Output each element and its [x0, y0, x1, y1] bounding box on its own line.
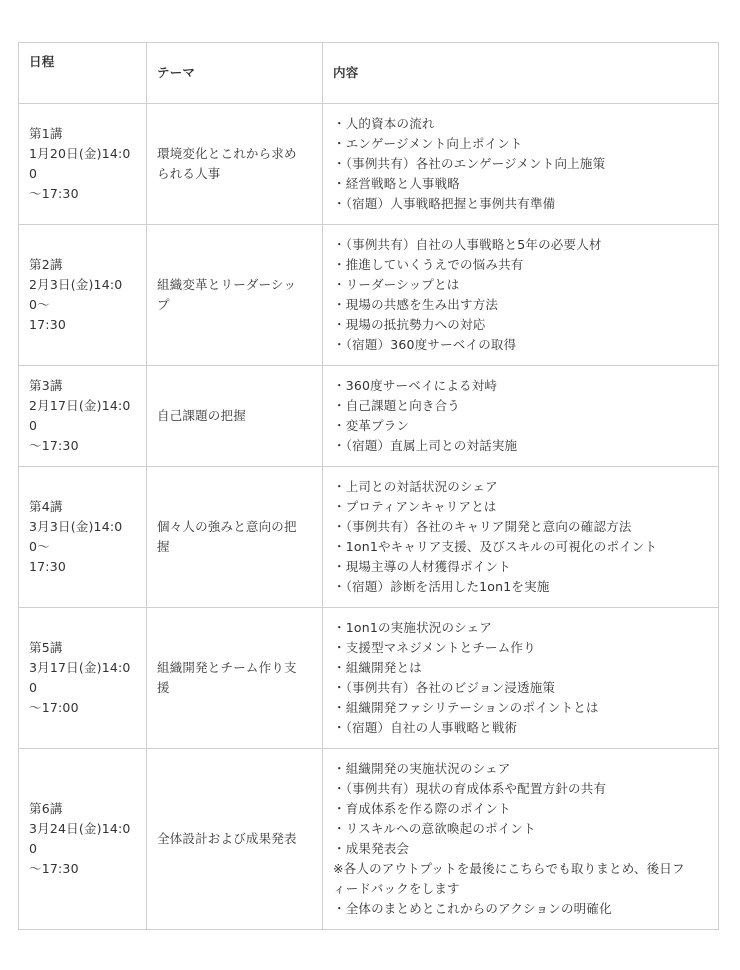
session-theme-line: 握 [157, 539, 170, 554]
session-theme [147, 608, 323, 749]
session-date-line: 〜17:30 [29, 186, 79, 201]
header-date: 日程 [19, 43, 147, 104]
session-date [19, 749, 147, 930]
session-row [19, 225, 719, 366]
session-row [19, 104, 719, 225]
session-content-line: ・（事例共有）自社の人事戦略と5年の必要人材 [333, 237, 602, 252]
session-content [323, 608, 719, 749]
session-content-line: ・プロティアンキャリアとは [333, 499, 497, 514]
session-content-line: ・経営戦略と人事戦略 [333, 176, 461, 191]
schedule-body [19, 104, 719, 930]
session-content-line: ・組織開発の実施状況のシェア [333, 761, 511, 776]
session-content-line: ・（事例共有）各社のエンゲージメント向上施策 [333, 156, 606, 171]
session-date-line: 2月17日(金)14:00 [29, 398, 131, 433]
session-content-line: ・組織開発とは [333, 660, 422, 675]
session-content-line: ・現場の抵抗勢力への対応 [333, 317, 486, 332]
session-date-line: 第2講 [29, 257, 63, 272]
session-content-line: ・（宿題）自社の人事戦略と戦術 [333, 720, 518, 735]
session-content-line: ・（宿題）360度サーベイの取得 [333, 337, 517, 352]
session-date-line: 第3講 [29, 378, 63, 393]
session-theme-line: 自己課題の把握 [157, 408, 246, 423]
session-theme-line: 援 [157, 680, 170, 695]
session-date-line: 2月3日(金)14:00〜 [29, 277, 123, 312]
session-content-line: ・自己課題と向き合う [333, 398, 461, 413]
session-content-line: ・リスキルへの意欲喚起のポイント [333, 821, 536, 836]
session-date [19, 366, 147, 467]
session-content-line: ・上司との対話状況のシェア [333, 479, 498, 494]
session-row [19, 749, 719, 930]
session-theme-line: 組織変革とリーダーシッ [157, 277, 297, 292]
session-row [19, 366, 719, 467]
session-content-line: ・変革プラン [333, 418, 410, 433]
header-row [19, 43, 719, 104]
session-content-line: ィードバックをします [333, 881, 460, 896]
session-content [323, 366, 719, 467]
session-content-line: ・エンゲージメント向上ポイント [333, 136, 523, 151]
session-date [19, 608, 147, 749]
session-date-line: 3月17日(金)14:00 [29, 660, 131, 695]
session-date-line: 第6講 [29, 801, 63, 816]
schedule-table [18, 42, 719, 930]
session-content-line: ・360度サーベイによる対峙 [333, 378, 498, 393]
session-date-line: 第5講 [29, 640, 63, 655]
session-content-line: ・（事例共有）各社のビジョン浸透施策 [333, 680, 556, 695]
session-content-line: ・推進していくうえでの悩み共有 [333, 257, 524, 272]
session-content [323, 225, 719, 366]
session-content-line: ・1on1やキャリア支援、及びスキルの可視化のポイント [333, 539, 658, 554]
session-content-line: ・（事例共有）現状の育成体系や配置方針の共有 [333, 781, 607, 796]
session-theme [147, 104, 323, 225]
session-theme [147, 749, 323, 930]
session-content-line: ・育成体系を作る際のポイント [333, 801, 511, 816]
session-content-line: ・リーダーシップとは [333, 277, 460, 292]
session-theme-line: 全体設計および成果発表 [157, 831, 297, 846]
session-content-line: ・（宿題）診断を活用した1on1を実施 [333, 579, 550, 594]
session-content-line: ・全体のまとめとこれからのアクションの明確化 [333, 901, 612, 916]
session-date-line: 第4講 [29, 499, 63, 514]
header-theme: テーマ [147, 43, 323, 104]
session-content-line: ・（宿題）直属上司との対話実施 [333, 438, 518, 453]
session-date [19, 467, 147, 608]
session-date-line: 第1講 [29, 126, 63, 141]
session-date-line: 3月3日(金)14:00〜 [29, 519, 123, 554]
session-theme-line: 組織開発とチーム作り支 [157, 660, 297, 675]
session-content [323, 467, 719, 608]
session-theme-line: 個々人の強みと意向の把 [157, 519, 297, 534]
session-theme [147, 225, 323, 366]
header-content: 内容 [323, 43, 719, 104]
session-date-line: 17:30 [29, 317, 67, 332]
session-theme-line: られる人事 [157, 166, 221, 181]
session-date-line: 1月20日(金)14:00 [29, 146, 131, 181]
session-date-line: 〜17:30 [29, 861, 79, 876]
session-content-line: ・（宿題）人事戦略把握と事例共有準備 [333, 196, 556, 211]
session-content-line: ・人的資本の流れ [333, 116, 435, 131]
session-content-line: ・組織開発ファシリテーションのポイントとは [333, 700, 599, 715]
session-date-line: 〜17:00 [29, 700, 79, 715]
session-content-line: ・現場主導の人材獲得ポイント [333, 559, 511, 574]
session-theme-line: プ [157, 297, 170, 312]
session-content-line: ・成果発表会 [333, 841, 410, 856]
session-date [19, 104, 147, 225]
session-content-line: ・（事例共有）各社のキャリア開発と意向の確認方法 [333, 519, 632, 534]
session-theme-line: 環境変化とこれから求め [157, 146, 297, 161]
session-date [19, 225, 147, 366]
session-content-line: ・現場の共感を生み出す方法 [333, 297, 499, 312]
session-row [19, 467, 719, 608]
session-row [19, 608, 719, 749]
session-content-line: ・1on1の実施状況のシェア [333, 620, 493, 635]
session-date-line: 〜17:30 [29, 438, 79, 453]
session-theme [147, 467, 323, 608]
session-content-line: ・支援型マネジメントとチーム作り [333, 640, 536, 655]
session-date-line: 17:30 [29, 559, 67, 574]
session-theme [147, 366, 323, 467]
session-date-line: 3月24日(金)14:00 [29, 821, 131, 856]
session-content [323, 749, 719, 930]
session-content [323, 104, 719, 225]
session-content-line: ※各人のアウトプットを最後にこちらでも取りまとめ、後日フ [333, 861, 685, 876]
